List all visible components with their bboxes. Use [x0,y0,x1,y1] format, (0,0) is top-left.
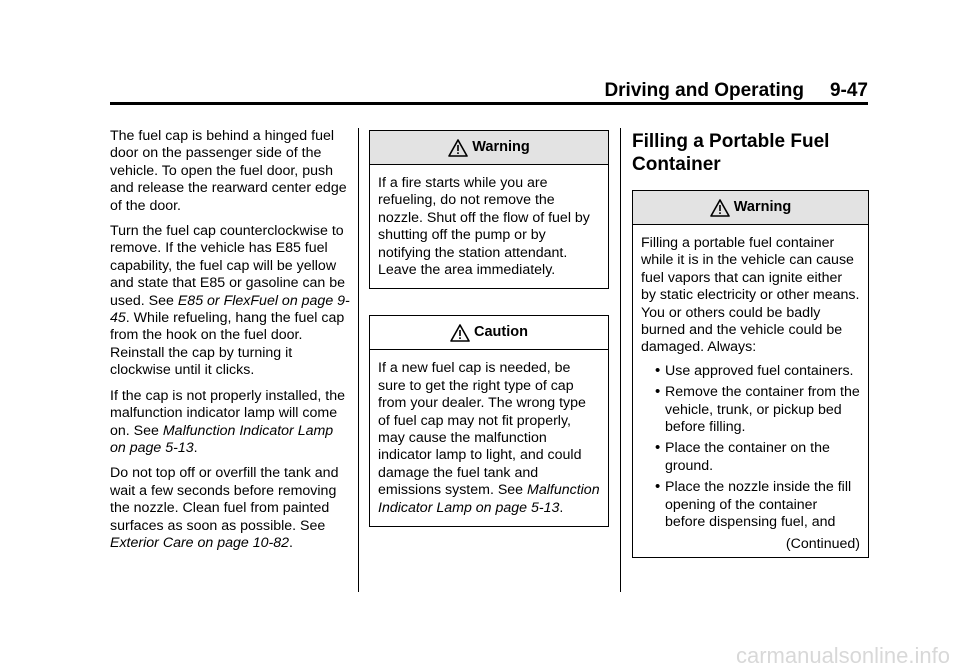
warning-box-header [633,191,868,225]
warning-box-body [633,225,868,557]
cross-reference-link: Exterior Care on page 10-82 [110,534,290,551]
watermark-text: carmanualsonline.info [735,643,950,668]
warning-box-fire [369,130,609,289]
section-title: Driving and Operating [604,80,804,101]
warning-bullet-list [641,363,860,532]
cross-reference-link: Malfunction Indicator Lamp on page 5-13 [110,422,334,456]
warning-box-header [370,131,608,165]
caution-box-title: Caution [474,324,528,341]
column-divider-2 [620,128,621,592]
column-2 [369,130,609,553]
warning-box-portable-container [632,190,869,558]
list-item: • Place the container on the ground. [655,440,860,475]
caution-box-fuel-cap [369,315,609,527]
warning-triangle-icon [448,139,468,157]
header-rule [110,102,868,105]
paragraph-fuel-cap-removal: Turn the fuel cap counterclockwise to remove. If the vehicle has E85 fuel capability, the fuel cap will be yellow and state that E85 or gasoline can be used. See E85 or FlexFuel on page 9-45. While refueling, hang the fuel cap from the hook on the fuel door. Reinstall the cap by turning it clockwise until it clicks. [110,223,350,379]
list-item: • Use approved fuel containers. [655,363,860,380]
warning-box-body: If a fire starts while you are refueling, do not remove the nozzle. Shut off the flow of fuel by shutting off the pump or by notifying the station attendant. Leave the area immediately. [378,175,590,279]
paragraph-cap-install: If the cap is not properly installed, the malfunction indicator lamp will come on. See Malfunction Indicator Lamp on page 5-13. [110,387,346,456]
warning-box-title: Warning [733,198,792,215]
caution-box-body: If a new fuel cap is needed, be sure to get the right type of cap from your dealer. The wrong type of fuel cap may not fit properly, may cause the malfunction indicator lamp to light, and could damage the fuel tank and emissions system. See Malfunction Indicator Lamp on page 5-13. [378,360,600,516]
cross-reference-link: E85 or FlexFuel on page 9-45 [110,292,350,327]
paragraph-overfill: Do not top off or overfill the tank and wait a few seconds before removing the nozzle. Clean fuel from painted surfaces as soon as possible. See Exterior Care on page 10-82. [110,465,339,551]
warning-triangle-icon [710,199,730,217]
page-number: 9-47 [829,80,868,101]
column-3 [632,130,869,584]
paragraph-fuel-cap-location: The fuel cap is behind a hinged fuel door on the passenger side of the vehicle. To open the fuel door, push and release the rearward center edge of the door. [110,128,347,214]
caution-box-header [370,316,608,350]
continued-label: (Continued) [785,535,860,552]
warning-box-title: Warning [472,138,530,155]
list-item: • Remove the container from the vehicle, trunk, or pickup bed before filling. [655,384,860,436]
column-divider-1 [358,128,359,592]
list-item: • Place the nozzle inside the fill opening of the container before dispensing fuel, and [655,479,860,531]
cross-reference-link: Malfunction Indicator Lamp on page 5-13 [378,482,600,516]
page-header [110,80,868,102]
warning-intro: Filling a portable fuel container while it is in the vehicle can cause fuel vapors that can ignite either by static electricity or other means. You or others could be badly burned and the vehicle could be damaged. Always: [641,235,860,356]
caution-triangle-icon [450,324,470,342]
column-1 [110,128,350,560]
section-heading: Filling a Portable Fuel Container [632,131,830,175]
